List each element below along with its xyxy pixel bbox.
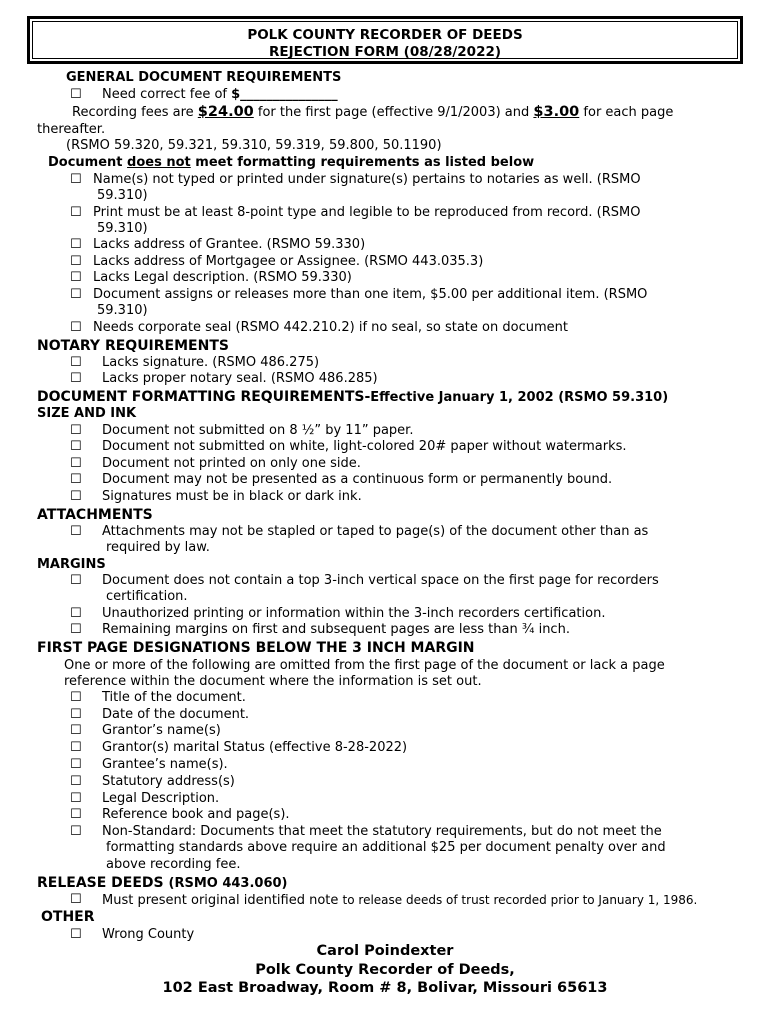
list-item: 59.310) <box>97 221 148 236</box>
release-item-small: to release deeds of trust recorded prior to January 1, 1986. <box>342 893 698 907</box>
list-item: Lacks address of Mortgagee or Assignee. (RSMO 443.035.3) <box>93 254 484 269</box>
fee-each: $3.00 <box>533 104 580 120</box>
doc-format-heading-effective: Effective January 1, 2002 (RSMO 59.310) <box>370 390 669 405</box>
checkbox-assigns[interactable]: ☐ <box>70 287 82 302</box>
first-page-heading: FIRST PAGE DESIGNATIONS BELOW THE 3 INCH MARGIN <box>37 640 475 656</box>
list-item: required by law. <box>106 540 210 555</box>
title-box <box>27 16 743 64</box>
footer-name: Carol Poindexter <box>316 943 454 959</box>
fee-blank: $_______________ <box>231 87 338 102</box>
checkbox-non-standard[interactable]: ☐ <box>70 824 82 839</box>
checkbox-reference[interactable]: ☐ <box>70 807 82 822</box>
form-title: POLK COUNTY RECORDER OF DEEDS <box>247 27 523 43</box>
list-item: Remaining margins on first and subsequent pages are less than ¾ inch. <box>102 622 570 637</box>
checkbox-wrong-county[interactable]: ☐ <box>70 927 82 942</box>
list-item: Document not printed on only one side. <box>102 456 361 471</box>
fees-line <box>72 104 673 121</box>
form-subtitle: REJECTION FORM (08/28/2022) <box>268 44 502 60</box>
list-item: Signatures must be in black or dark ink. <box>102 489 362 504</box>
checkbox-date[interactable]: ☐ <box>70 707 82 722</box>
list-item: Grantor(s) marital Status (effective 8-28-2022) <box>102 740 408 755</box>
checkbox-marital[interactable]: ☐ <box>70 740 82 755</box>
footer-office: Polk County Recorder of Deeds, <box>255 962 515 978</box>
list-item: Document assigns or releases more than one item, $5.00 per additional item. (RSMO <box>93 287 648 302</box>
list-item: Grantor’s name(s) <box>102 723 221 738</box>
first-page-intro-1: One or more of the following are omitted from the first page of the document or lack a page <box>64 658 665 673</box>
list-item: 59.310) <box>97 303 148 318</box>
fees-post: for each page <box>579 105 674 120</box>
release-item <box>102 892 697 909</box>
fee-first: $24.00 <box>197 104 254 120</box>
checkbox-continuous[interactable]: ☐ <box>70 472 82 487</box>
fee-label: Need correct fee of <box>102 87 232 102</box>
list-item: Grantee’s name(s). <box>102 757 228 772</box>
release-heading-rsmo: (RSMO 443.060) <box>168 876 288 891</box>
checkbox-paper-size[interactable]: ☐ <box>70 423 82 438</box>
release-heading-main: RELEASE DEEDS <box>37 875 169 891</box>
checkbox-attachments[interactable]: ☐ <box>70 524 82 539</box>
list-item: Statutory address(s) <box>102 774 235 789</box>
list-item: Document not submitted on 8 ½” by 11” paper. <box>102 423 414 438</box>
general-heading: GENERAL DOCUMENT REQUIREMENTS <box>66 70 342 85</box>
formatting-heading-post: meet formatting requirements as listed below <box>190 155 535 170</box>
list-item: Non-Standard: Documents that meet the statutory requirements, but do not meet the <box>102 824 662 839</box>
list-item: Document may not be presented as a continuous form or permanently bound. <box>102 472 613 487</box>
release-heading <box>37 875 288 892</box>
list-item: Print must be at least 8-point type and legible to be reproduced from record. (RSMO <box>93 205 641 220</box>
list-item: Reference book and page(s). <box>102 807 290 822</box>
size-ink-heading: SIZE AND INK <box>37 406 137 421</box>
list-item: formatting standards above require an additional $25 per document penalty over and <box>106 840 666 855</box>
other-heading: OTHER <box>41 909 95 925</box>
list-item: certification. <box>106 589 188 604</box>
fee-line <box>102 87 338 103</box>
checkbox-grantee-name[interactable]: ☐ <box>70 757 82 772</box>
checkbox-ink[interactable]: ☐ <box>70 489 82 504</box>
checkbox-print[interactable]: ☐ <box>70 205 82 220</box>
checkbox-grantor-name[interactable]: ☐ <box>70 723 82 738</box>
doc-format-heading <box>37 389 668 406</box>
list-item: Unauthorized printing or information within the 3-inch recorders certification. <box>102 606 606 621</box>
checkbox-names[interactable]: ☐ <box>70 172 82 187</box>
checkbox-release-note[interactable]: ☐ <box>70 892 82 907</box>
checkbox-legal[interactable]: ☐ <box>70 270 82 285</box>
margins-heading: MARGINS <box>37 557 106 572</box>
formatting-heading-pre: Document <box>48 155 128 170</box>
checkbox-signature[interactable]: ☐ <box>70 355 82 370</box>
list-item: Document does not contain a top 3-inch vertical space on the first page for recorders <box>102 573 659 588</box>
list-item: Lacks signature. (RSMO 486.275) <box>102 355 320 370</box>
list-item: Name(s) not typed or printed under signature(s) pertains to notaries as well. (RSMO <box>93 172 641 187</box>
checkbox-unauthorized[interactable]: ☐ <box>70 606 82 621</box>
first-page-intro-2: reference within the document where the information is set out. <box>64 674 482 689</box>
doc-format-heading-main: DOCUMENT FORMATTING REQUIREMENTS- <box>37 389 371 405</box>
list-item: Lacks address of Grantee. (RSMO 59.330) <box>93 237 366 252</box>
checkbox-one-side[interactable]: ☐ <box>70 456 82 471</box>
checkbox-paper-color[interactable]: ☐ <box>70 439 82 454</box>
formatting-heading-underlined: does not <box>127 155 191 170</box>
checkbox-title[interactable]: ☐ <box>70 690 82 705</box>
checkbox-mortgagee[interactable]: ☐ <box>70 254 82 269</box>
title-inner <box>32 21 738 59</box>
checkbox-legal-desc[interactable]: ☐ <box>70 791 82 806</box>
list-item: Needs corporate seal (RSMO 442.210.2) if no seal, so state on document <box>93 320 568 335</box>
list-item: Date of the document. <box>102 707 250 722</box>
checkbox-top-space[interactable]: ☐ <box>70 573 82 588</box>
checkbox-notary-seal[interactable]: ☐ <box>70 371 82 386</box>
list-item: above recording fee. <box>106 857 241 872</box>
list-item: Wrong County <box>102 927 195 942</box>
release-item-pre: Must present original identified note <box>102 893 343 908</box>
list-item: Legal Description. <box>102 791 220 806</box>
notary-heading: NOTARY REQUIREMENTS <box>37 338 229 354</box>
formatting-heading <box>48 155 534 171</box>
checkbox-statutory[interactable]: ☐ <box>70 774 82 789</box>
fees-mid: for the first page (effective 9/1/2003) and <box>253 105 534 120</box>
checkbox-grantee-address[interactable]: ☐ <box>70 237 82 252</box>
fees-pre: Recording fees are <box>72 105 198 120</box>
list-item: 59.310) <box>97 188 148 203</box>
list-item: Lacks Legal description. (RSMO 59.330) <box>93 270 352 285</box>
attachments-heading: ATTACHMENTS <box>37 507 153 523</box>
list-item: Document not submitted on white, light-colored 20# paper without watermarks. <box>102 439 627 454</box>
list-item: Title of the document. <box>102 690 246 705</box>
fees-cont: thereafter. <box>37 122 106 137</box>
general-rsmo: (RSMO 59.320, 59.321, 59.310, 59.319, 59.800, 50.1190) <box>66 138 442 153</box>
checkbox-margins[interactable]: ☐ <box>70 622 82 637</box>
list-item: Attachments may not be stapled or taped to page(s) of the document other than as <box>102 524 649 539</box>
list-item: Lacks proper notary seal. (RSMO 486.285) <box>102 371 378 386</box>
footer-address: 102 East Broadway, Room # 8, Bolivar, Missouri 65613 <box>162 980 608 996</box>
checkbox-fee[interactable]: ☐ <box>70 87 82 102</box>
checkbox-seal[interactable]: ☐ <box>70 320 82 335</box>
